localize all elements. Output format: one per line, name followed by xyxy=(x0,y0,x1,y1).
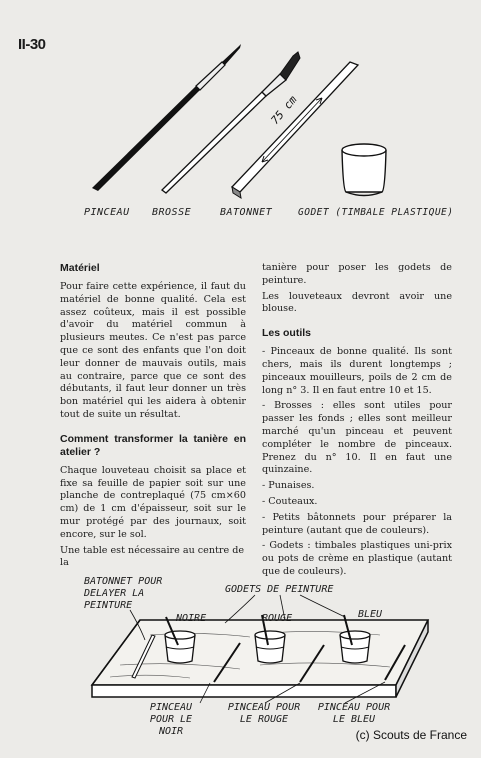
label-batonnet: BATONNET xyxy=(220,207,273,218)
transformer-heading: Comment transformer la tanière en atelier ? xyxy=(60,432,246,458)
right-column xyxy=(262,262,452,582)
label-godet: GODET (TIMBALE PLASTIQUE) xyxy=(298,207,454,218)
blouse-text: Les louveteaux devront avoir une blouse. xyxy=(262,290,452,315)
label-rouge: ROUGE xyxy=(262,613,293,624)
outils-item: - Petits bâtonnets pour préparer la peinture (autant que de couleurs). xyxy=(262,511,452,536)
label-pinceau: PINCEAU xyxy=(84,207,130,218)
label-godets-peinture: GODETS DE PEINTURE xyxy=(225,584,334,595)
table-text-end: tanière pour poser les godets de peinture. xyxy=(262,262,452,286)
label-pinceau-noir: PINCEAU POUR LE NOIR xyxy=(149,702,193,737)
batonnet-drawing xyxy=(232,62,358,198)
label-pinceau-rouge: PINCEAU POUR LE ROUGE xyxy=(227,702,301,725)
materiel-heading: Matériel xyxy=(60,262,100,274)
godet-drawing xyxy=(342,144,386,196)
copyright-watermark: (c) Scouts de France xyxy=(355,728,467,742)
measure-label: 75 cm xyxy=(268,93,300,127)
outils-item: - Couteaux. xyxy=(262,495,318,507)
left-column xyxy=(60,262,246,573)
table-text-start: Une table est nécessaire au centre de la xyxy=(60,544,245,569)
label-noire: NOIRE xyxy=(176,613,207,624)
label-pinceau-bleu: PINCEAU POUR LE BLEU xyxy=(317,702,391,725)
outils-item: - Pinceaux de bonne qualité. Ils sont chers, mais ils durent longtemps ; pinceaux mouilleurs, poils de 2 cm de long n° 3. Il en faut entre 10 et 15. xyxy=(262,346,452,396)
outils-item: - Godets : timbales plastiques uni-prix ou pots de crème en plastique (autant que de couleurs). xyxy=(262,540,452,577)
pinceau-drawing xyxy=(92,44,241,191)
outils-item: - Brosses : elles sont utiles pour passer les fonds ; elles sont meilleur marché qu'un pinceau et peuvent compléter le nombre de pinceaux. Prenez du n° 10. Il en faut une quinzaine. xyxy=(262,400,452,476)
transformer-text: Chaque louveteau choisit sa place et fixe sa feuille de papier soit sur une planche de contreplaqué (75 cm×60 cm) de 1 cm d'épaisseur, soit sur le mur protégé par des journaux, soit encore, sur le sol. xyxy=(60,464,246,540)
outils-heading: Les outils xyxy=(262,327,312,340)
label-bleu: BLEU xyxy=(358,609,383,620)
outils-item: - Punaises. xyxy=(262,480,315,492)
label-brosse: BROSSE xyxy=(152,207,192,218)
label-batonnet-delayer: BATONNET POUR DELAYER LA PEINTURE xyxy=(84,576,163,611)
materiel-text: Pour faire cette expérience, il faut du matériel de bonne qualité. Cela est assez coûteux, mais il est possible d'avoir du matériel commun à plusieurs meutes. Ce n'est pas parce que ce sont des enfants que l'on doit leur donner de mauvais outils, mais au contraire, parce que ce sont des débutants, il faut leur donner un très bon matériel qui les aidera à obtenir tout de suite un résultat. xyxy=(60,281,246,420)
tools-illustration xyxy=(0,0,481,205)
page-number: II-30 xyxy=(18,36,46,53)
